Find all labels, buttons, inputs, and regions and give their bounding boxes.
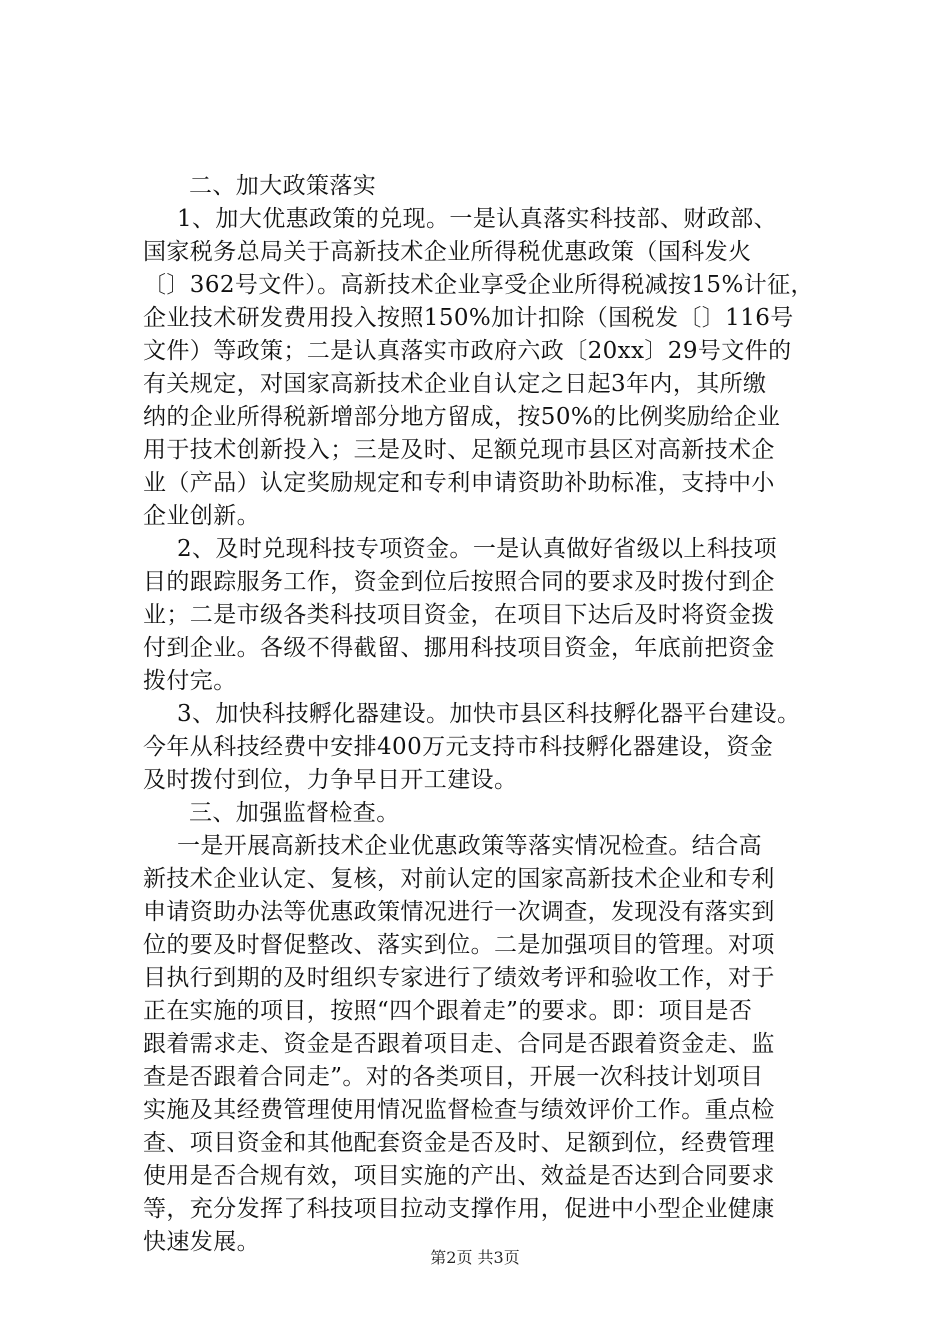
text-line: 申请资助办法等优惠政策情况进行一次调查，发现没有落实到 xyxy=(143,899,775,925)
text-line: 正在实施的项目，按照“四个跟着走”的要求。即：项目是否 xyxy=(143,998,753,1024)
text-line: 用于技术创新投入；三是及时、足额兑现市县区对高新技术企 xyxy=(143,437,775,463)
text-line: 跟着需求走、资金是否跟着项目走、合同是否跟着资金走、监 xyxy=(143,1031,775,1057)
text-line: 实施及其经费管理使用情况监督检查与绩效评价工作。重点检 xyxy=(143,1097,775,1123)
text-line: 业（产品）认定奖励规定和专利申请资助补助标准，支持中小 xyxy=(143,470,775,496)
text-line: 新技术企业认定、复核，对前认定的国家高新技术企业和专利 xyxy=(143,866,775,892)
text-line: 纳的企业所得税新增部分地方留成，按50%的比例奖励给企业 xyxy=(143,404,781,430)
text-line: 企业创新。 xyxy=(143,503,260,529)
text-line: 今年从科技经费中安排400万元支持市科技孵化器建设，资金 xyxy=(143,734,774,760)
text-line: 业；二是市级各类科技项目资金，在项目下达后及时将资金拨 xyxy=(143,602,775,628)
section-heading xyxy=(143,170,843,203)
text-line: 3、加快科技孵化器建设。加快市县区科技孵化器平台建设。 xyxy=(177,701,801,727)
text-line: 有关规定，对国家高新技术企业自认定之日起3年内，其所缴 xyxy=(143,371,767,397)
text-line: 企业技术研发费用投入按照150%加计扣除（国税发〔〕116号 xyxy=(143,305,794,331)
text-line: 目的跟踪服务工作，资金到位后按照合同的要求及时拨付到企 xyxy=(143,569,775,595)
text-line: 三、加强监督检查。 xyxy=(189,800,400,826)
paragraph xyxy=(143,698,843,797)
page-number-footer: 第2页 共3页 xyxy=(430,1248,520,1267)
text-line: 位的要及时督促整改、落实到位。二是加强项目的管理。对项 xyxy=(143,932,775,958)
paragraph xyxy=(143,533,843,698)
text-line: 一是开展高新技术企业优惠政策等落实情况检查。结合高 xyxy=(177,833,762,859)
document-body xyxy=(143,170,843,1259)
text-line: 〔〕362号文件）。高新技术企业享受企业所得税减按15%计征， xyxy=(143,272,814,298)
text-line: 查是否跟着合同走”。对的各类项目，开展一次科技计划项目 xyxy=(143,1064,764,1090)
text-line: 1、加大优惠政策的兑现。一是认真落实科技部、财政部、 xyxy=(177,206,778,232)
text-line: 文件）等政策；二是认真落实市政府六政〔20xx〕29号文件的 xyxy=(143,338,792,364)
section-heading xyxy=(143,797,843,830)
text-line: 国家税务总局关于高新技术企业所得税优惠政策（国科发火 xyxy=(143,239,752,265)
text-line: 快速发展。 xyxy=(143,1229,260,1255)
text-line: 使用是否合规有效，项目实施的产出、效益是否达到合同要求 xyxy=(143,1163,775,1189)
text-line: 付到企业。各级不得截留、挪用科技项目资金，年底前把资金 xyxy=(143,635,775,661)
paragraph xyxy=(143,830,843,1259)
text-line: 二、加大政策落实 xyxy=(189,173,377,199)
text-line: 及时拨付到位，力争早日开工建设。 xyxy=(143,767,518,793)
paragraph xyxy=(143,203,843,533)
text-line: 2、及时兑现科技专项资金。一是认真做好省级以上科技项 xyxy=(177,536,778,562)
text-line: 拨付完。 xyxy=(143,668,237,694)
text-line: 查、项目资金和其他配套资金是否及时、足额到位，经费管理 xyxy=(143,1130,775,1156)
text-line: 目执行到期的及时组织专家进行了绩效考评和验收工作，对于 xyxy=(143,965,775,991)
text-line: 等，充分发挥了科技项目拉动支撑作用，促进中小型企业健康 xyxy=(143,1196,775,1222)
